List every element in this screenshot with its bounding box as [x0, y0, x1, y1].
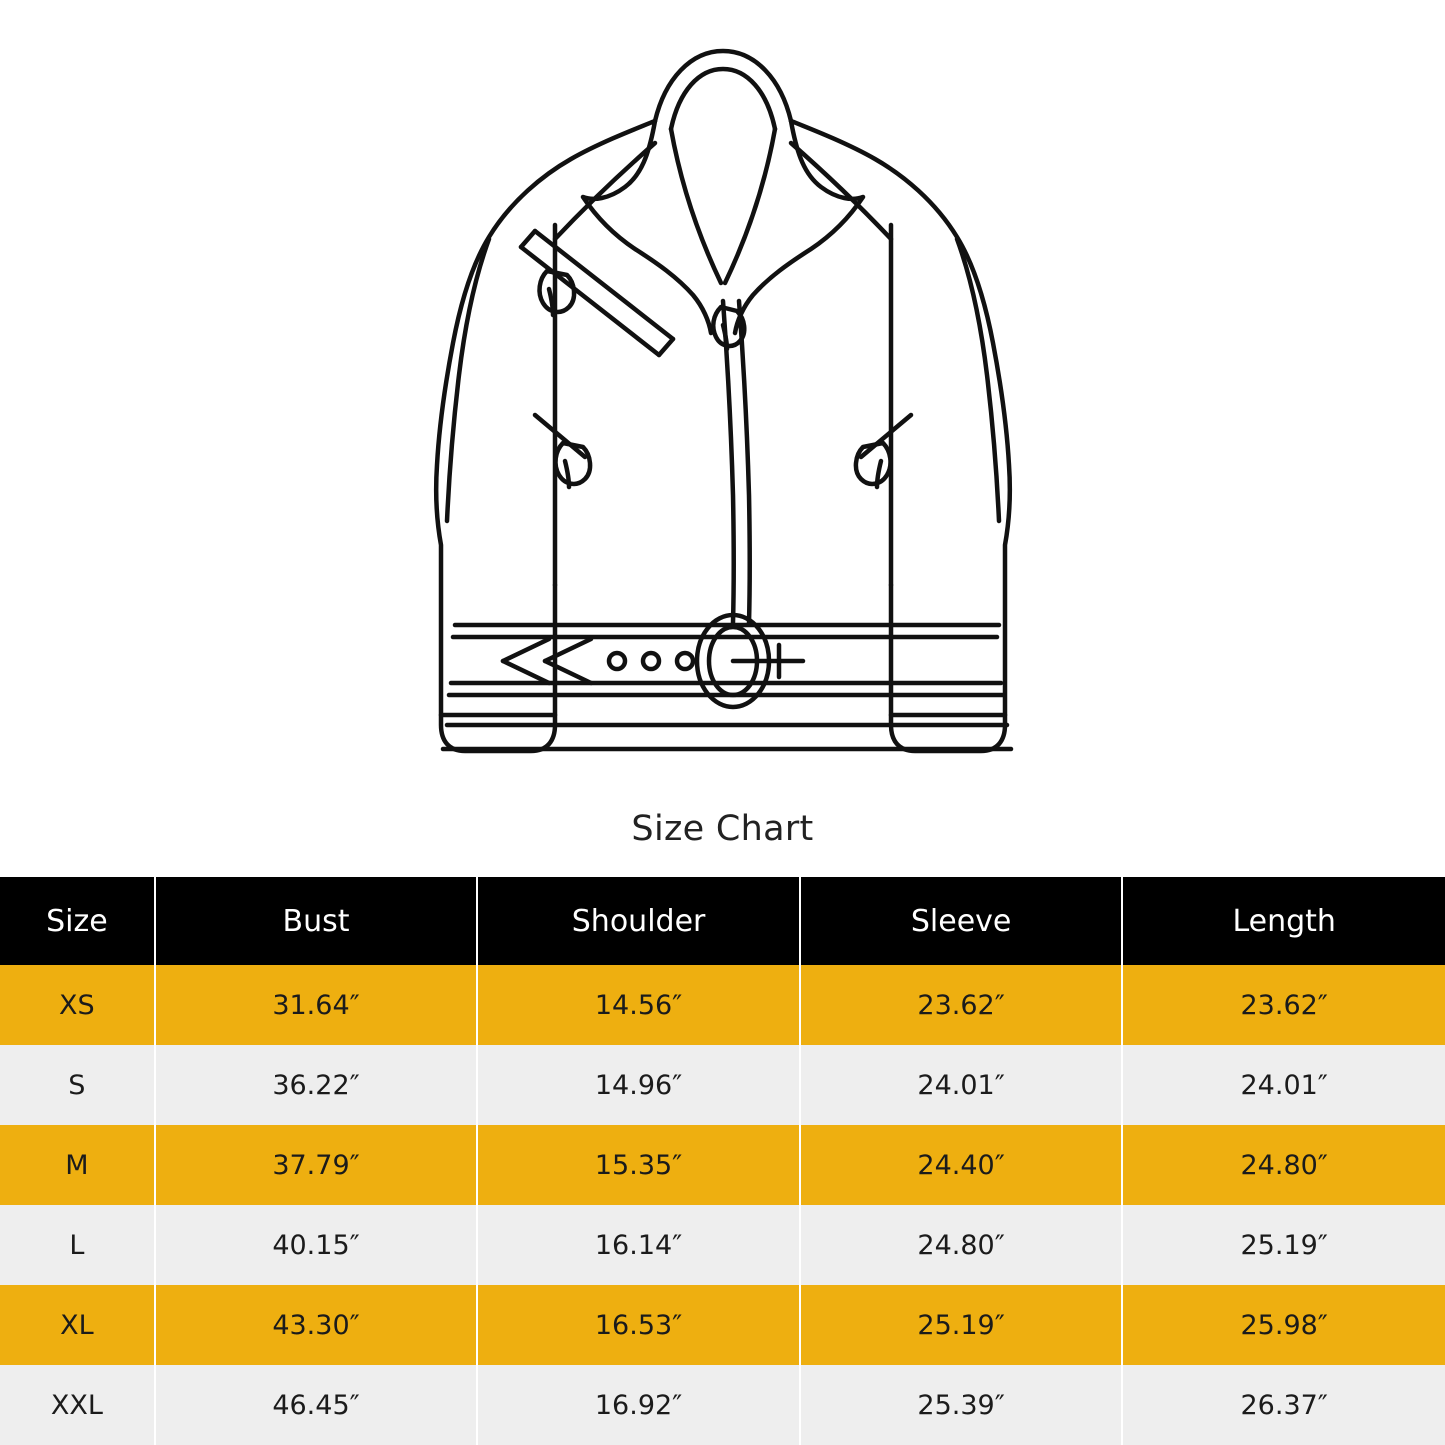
table-row: [0, 1045, 1445, 1125]
cell-sleeve: 24.40″: [800, 1125, 1123, 1205]
cell-bust: 46.45″: [155, 1365, 478, 1445]
table-row: [0, 1205, 1445, 1285]
cell-bust: 36.22″: [155, 1045, 478, 1125]
cell-bust: 43.30″: [155, 1285, 478, 1365]
cell-shoulder: 15.35″: [477, 1125, 800, 1205]
cell-sleeve: 25.19″: [800, 1285, 1123, 1365]
column-header-shoulder: Shoulder: [477, 877, 800, 965]
cell-bust: 37.79″: [155, 1125, 478, 1205]
table-header: [0, 877, 1445, 965]
column-header-bust: Bust: [155, 877, 478, 965]
table-row: [0, 1365, 1445, 1445]
column-header-length: Length: [1122, 877, 1445, 965]
cell-sleeve: 24.01″: [800, 1045, 1123, 1125]
cell-shoulder: 16.53″: [477, 1285, 800, 1365]
jacket-line-art-icon: [403, 25, 1043, 785]
table-row: [0, 1285, 1445, 1365]
cell-size: XL: [0, 1285, 155, 1365]
cell-sleeve: 24.80″: [800, 1205, 1123, 1285]
cell-length: 24.80″: [1122, 1125, 1445, 1205]
cell-length: 25.19″: [1122, 1205, 1445, 1285]
cell-sleeve: 23.62″: [800, 965, 1123, 1045]
cell-length: 23.62″: [1122, 965, 1445, 1045]
cell-size: XS: [0, 965, 155, 1045]
cell-shoulder: 16.14″: [477, 1205, 800, 1285]
table-row: [0, 965, 1445, 1045]
cell-shoulder: 16.92″: [477, 1365, 800, 1445]
cell-shoulder: 14.56″: [477, 965, 800, 1045]
column-header-size: Size: [0, 877, 155, 965]
cell-bust: 31.64″: [155, 965, 478, 1045]
table-body: [0, 965, 1445, 1445]
cell-length: 24.01″: [1122, 1045, 1445, 1125]
page-title: Size Chart: [631, 809, 814, 849]
cell-size: XXL: [0, 1365, 155, 1445]
cell-sleeve: 25.39″: [800, 1365, 1123, 1445]
cell-bust: 40.15″: [155, 1205, 478, 1285]
size-chart-table: [0, 877, 1445, 1445]
cell-shoulder: 14.96″: [477, 1045, 800, 1125]
cell-size: L: [0, 1205, 155, 1285]
table-row: [0, 1125, 1445, 1205]
cell-length: 25.98″: [1122, 1285, 1445, 1365]
cell-size: S: [0, 1045, 155, 1125]
cell-length: 26.37″: [1122, 1365, 1445, 1445]
table-header-row: [0, 877, 1445, 965]
cell-size: M: [0, 1125, 155, 1205]
column-header-sleeve: Sleeve: [800, 877, 1123, 965]
